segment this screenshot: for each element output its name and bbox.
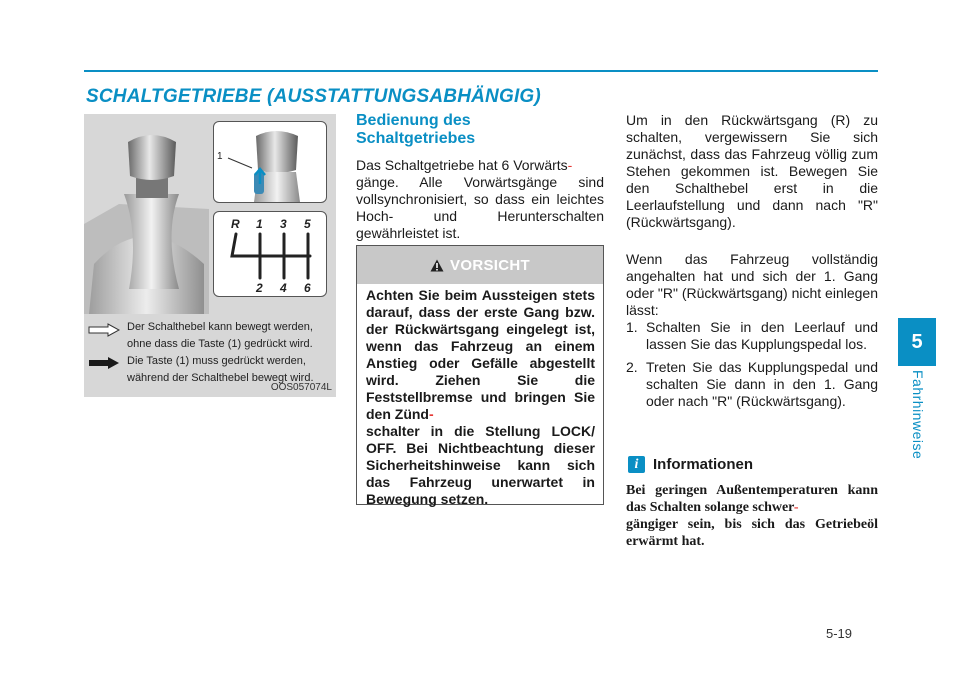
- text-run: Achten Sie beim Aussteigen stets darauf, dass der erste Gang bzw. der Rückwärtsgang eingelegt ist, wenn das Fahrzeug an einem Anstieg oder Gefälle abgestellt wird. Ziehen Sie die Feststellbremse und bringen Sie den Zünd: [366, 287, 595, 422]
- page-number: 5-19: [826, 626, 853, 641]
- shift-knob-inset: [213, 121, 327, 203]
- chapter-label: Fahrhinweise: [910, 370, 926, 460]
- shift-pattern-inset: [213, 211, 327, 297]
- figure-code: OOS057074L: [270, 382, 332, 393]
- chapter-tab[interactable]: [898, 318, 936, 366]
- chapter-number: 5: [911, 330, 923, 353]
- heading-line: Bedienung des: [356, 112, 471, 129]
- list-item: [626, 319, 878, 353]
- hyphen-mark: -: [429, 406, 434, 422]
- caption-text: Der Schalthebel kann bewegt werden, ohne dass die Taste (1) gedrückt wird.: [127, 321, 313, 350]
- header-rule: [84, 70, 878, 72]
- info-icon: i: [628, 456, 645, 473]
- caution-text: [366, 287, 595, 508]
- info-header: [628, 456, 753, 473]
- caution-title: VORSICHT: [450, 256, 530, 274]
- section-title: SCHALTGETRIEBE (AUSSTATTUNGSABHÄNGIG): [86, 86, 541, 107]
- gear-label: 6: [304, 281, 311, 295]
- step-text: Schalten Sie in den Leerlauf und lassen Sie das Kupplungspedal los.: [646, 319, 878, 352]
- list-item: [626, 359, 878, 410]
- step-number: 1.: [626, 319, 638, 335]
- gear-label: 4: [280, 281, 287, 295]
- solid-arrow-icon: [88, 356, 120, 370]
- gear-label: R: [231, 217, 240, 231]
- gear-label: 1: [256, 217, 263, 231]
- info-title: Informationen: [653, 456, 753, 473]
- caption-text: Die Taste (1) muss gedrückt werden, während der Schalthebel bewegt wird.: [127, 355, 314, 384]
- reverse-gear-paragraph: Um in den Rückwärtsgang (R) zu schalten, vergewissern Sie sich zunächst, dass das Fahrzeug völlig zum Stehen gekommen ist. Bewegen Sie den Schalthebel erst in die Leerlaufstellung und dann nach "R" (Rückwärtsgang).: [626, 112, 878, 230]
- text-run: schalter in die Stellung LOCK/ OFF. Bei Nichtbeachtung dieser Sicherheitshinweise kann sich das Fahrzeug unerwartet in Bewegung setzen.: [366, 423, 595, 507]
- hyphen-mark: -: [793, 500, 799, 515]
- operation-heading: [356, 112, 606, 148]
- steps-list: [626, 319, 878, 416]
- text-run: gänge. Alle Vorwärtsgänge sind vollsynchronisiert, so dass ein leichtes Hoch- und Herunterschalten gewährleistet ist.: [356, 174, 604, 241]
- text-run: Bei geringen Außentemperaturen kann das Schalten solange schwer: [626, 483, 878, 515]
- operation-paragraph: [356, 157, 604, 242]
- step-text: Treten Sie das Kupplungspedal und schalten Sie dann in den 1. Gang oder nach "R" (Rückwärtsgang).: [646, 359, 878, 409]
- gear-shift-figure: [84, 114, 336, 397]
- text-run: gängiger sein, bis sich das Getriebeöl erwärmt hat.: [626, 517, 878, 549]
- info-text: [626, 482, 878, 550]
- caution-box: [356, 245, 604, 505]
- gear-label: 5: [304, 217, 311, 231]
- warning-icon: [430, 259, 444, 272]
- gear-label: 2: [256, 281, 263, 295]
- outline-arrow-icon: [88, 323, 120, 337]
- caution-header: [357, 246, 603, 284]
- gear-label: 3: [280, 217, 287, 231]
- step-number: 2.: [626, 359, 638, 375]
- shift-pattern-diagram: [214, 212, 326, 296]
- callout-number: 1: [217, 151, 223, 162]
- hyphen-mark: -: [567, 157, 573, 173]
- shift-knob-detail-illustration: [214, 122, 326, 202]
- heading-line: Schaltgetriebes: [356, 130, 476, 147]
- text-run: Das Schaltgetriebe hat 6 Vorwärts: [356, 157, 568, 173]
- stopped-vehicle-paragraph: Wenn das Fahrzeug vollständig angehalten hat und sich der 1. Gang oder "R" (Rückwärtsgang) nicht einlegen lässt:: [626, 251, 878, 318]
